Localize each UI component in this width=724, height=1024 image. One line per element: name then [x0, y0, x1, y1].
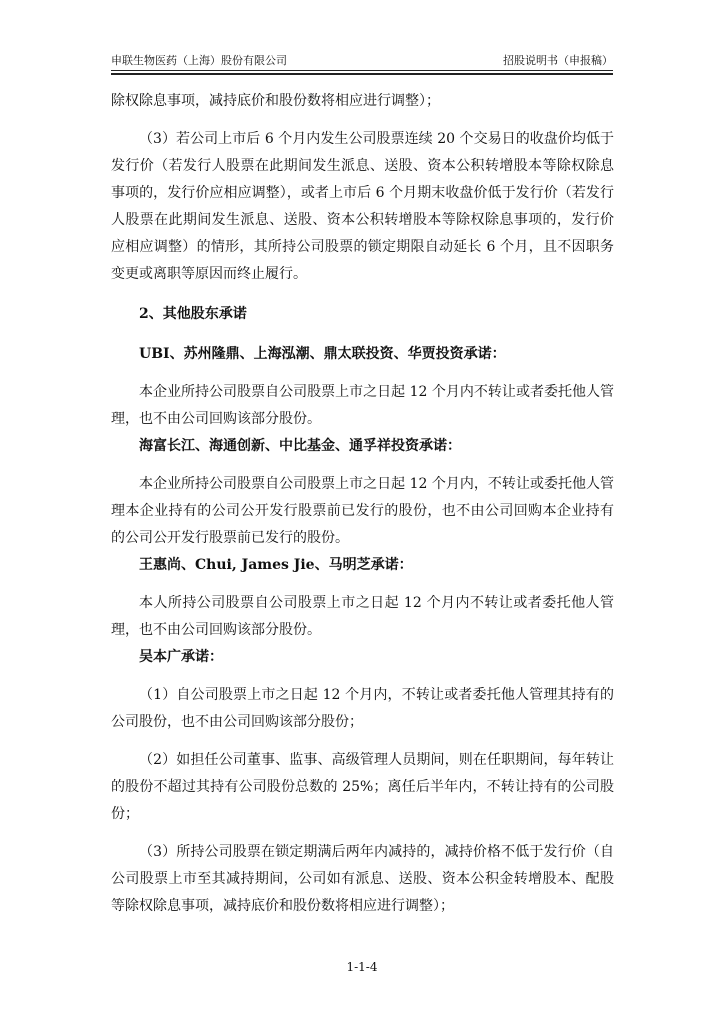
section-heading-other-shareholders: 2、其他股东承诺 — [139, 306, 247, 322]
subheading-ubi-group: UBI、苏州隆鼎、上海泓潮、鼎太联投资、华贾投资承诺： — [139, 346, 506, 362]
document-body — [111, 88, 614, 920]
subheading-haifu-group: 海富长江、海通创新、中比基金、通孚祥投资承诺： — [139, 438, 461, 454]
header-rule-thick — [111, 73, 613, 75]
paragraph-lockup-extension: （3）若公司上市后 6 个月内发生公司股票连续 20 个交易日的收盘价均低于发行价（若发行人股票在此期间发生派息、送股、资本公积转增股本等除权除息事项的，发行价应相应调整），或者上市后 6 个月期末收盘价低于发行价（若发行人股票在此期间发生派息、送股、资本公积转增股本等除权除息事项的，发行价应相应调整）的情形，其所持公司股票的锁定期限自动延长 6 个月，且不因职务变更或离职等原因而终止履行。 — [111, 131, 614, 282]
paragraph-wu-item-3: （3）所持公司股票在锁定期满后两年内减持的，减持价格不低于发行价（自公司股票上市至其减持期间，公司如有派息、送股、资本公积金转增股本、配股等除权除息事项，减持底价和股份数将相应进行调整）； — [111, 844, 614, 914]
header-company-name: 申联生物医药（上海）股份有限公司 — [111, 54, 287, 67]
paragraph-haifu-commitment: 本企业所持公司股票自公司股票上市之日起 12 个月内，不转让或委托他人管理本企业持有的公司公开发行股票前已发行的股份，也不由公司回购本企业持有的公司公开发行股票前已发行的股份。 — [111, 476, 614, 546]
paragraph-ubi-commitment: 本企业所持公司股票自公司股票上市之日起 12 个月内不转让或者委托他人管理，也不由公司回购该部分股份。 — [111, 384, 614, 427]
paragraph-individuals-commitment: 本人所持公司股票自公司股票上市之日起 12 个月内不转让或者委托他人管理，也不由公司回购该部分股份。 — [111, 595, 614, 638]
subheading-individuals: 王惠尚、Chui, James Jie、马明芝承诺： — [139, 557, 413, 573]
paragraph-wu-item-1: （1）自公司股票上市之日起 12 个月内，不转让或者委托他人管理其持有的公司股份，也不由公司回购该部分股份； — [111, 687, 614, 730]
header-document-title: 招股说明书（申报稿） — [503, 54, 613, 67]
page-number: 1-1-4 — [346, 960, 378, 974]
paragraph-continuation: 除权除息事项，减持底价和股份数将相应进行调整）； — [111, 93, 440, 109]
subheading-wu-bengguang: 吴本广承诺： — [139, 649, 223, 665]
paragraph-wu-item-2: （2）如担任公司董事、监事、高级管理人员期间，则在任职期间，每年转让的股份不超过其持有公司股份总数的 25%；离任后半年内，不转让持有的公司股份； — [111, 752, 614, 822]
header-rule-thin — [111, 70, 613, 71]
